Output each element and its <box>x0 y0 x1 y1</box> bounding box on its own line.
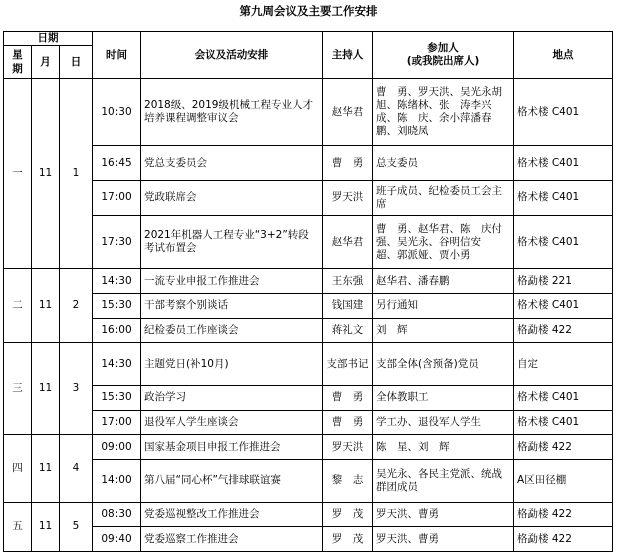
time-cell: 15:30 <box>93 294 141 319</box>
location-cell: 格术楼 C401 <box>514 79 613 146</box>
participants-cell: 班子成员、纪检委员工会主席 <box>373 180 514 215</box>
location-cell: 格勐楼 422 <box>514 318 613 343</box>
time-cell: 16:00 <box>93 318 141 343</box>
participants-cell: 吴光永、各民主党派、统战群团成员 <box>373 459 514 502</box>
host-cell: 支部书记 <box>323 343 373 386</box>
participants-cell: 赵华君、潘春鹏 <box>373 269 514 294</box>
weekday-cell: 三 <box>4 343 32 435</box>
location-cell: 格勐楼 422 <box>514 502 613 527</box>
table-row <box>4 294 613 319</box>
host-cell: 钱国建 <box>323 294 373 319</box>
header-participants-line1: 参加人 <box>427 42 459 54</box>
day-cell: 3 <box>60 343 93 435</box>
month-cell: 11 <box>32 435 60 502</box>
host-cell: 曹 勇 <box>323 146 373 180</box>
location-cell: 格勐楼 422 <box>514 435 613 460</box>
time-cell: 15:30 <box>93 386 141 411</box>
activity-cell: 一流专业申报工作推进会 <box>141 269 323 294</box>
host-cell: 赵华君 <box>323 215 373 269</box>
participants-cell: 支部全体(含预备)党员 <box>373 343 514 386</box>
time-cell: 09:00 <box>93 435 141 460</box>
activity-cell: 党总支委员会 <box>141 146 323 180</box>
header-weekday-char: 期 <box>12 63 23 75</box>
time-cell: 10:30 <box>93 79 141 146</box>
weekday-cell: 二 <box>4 269 32 343</box>
location-cell: 格勐楼 221 <box>514 269 613 294</box>
activity-cell: 党政联席会 <box>141 180 323 215</box>
activity-cell: 2018级、2019级机械工程专业人才培养课程调整审议会 <box>141 79 323 146</box>
header-participants <box>373 32 514 79</box>
table-row <box>4 318 613 343</box>
month-cell: 11 <box>32 502 60 551</box>
table-row <box>4 459 613 502</box>
participants-cell: 总支委员 <box>373 146 514 180</box>
host-cell: 曹 勇 <box>323 386 373 411</box>
header-activity: 会议及活动安排 <box>141 32 323 79</box>
location-cell: 格术楼 C401 <box>514 146 613 180</box>
table-row <box>4 343 613 386</box>
host-cell: 罗 茂 <box>323 502 373 527</box>
header-time: 时间 <box>93 32 141 79</box>
table-row <box>4 180 613 215</box>
location-cell: A区田径棚 <box>514 459 613 502</box>
participants-cell: 全体教职工 <box>373 386 514 411</box>
header-participants-line2: (或我院出席人) <box>406 55 480 67</box>
location-cell: 格勐楼 422 <box>514 527 613 552</box>
activity-cell: 退役军人学生座谈会 <box>141 410 323 435</box>
time-cell: 17:00 <box>93 410 141 435</box>
time-cell: 09:40 <box>93 527 141 552</box>
activity-cell: 党委巡视整改工作推进会 <box>141 502 323 527</box>
header-weekday <box>4 46 32 79</box>
host-cell: 黎 志 <box>323 459 373 502</box>
host-cell: 罗天洪 <box>323 180 373 215</box>
location-cell: 自定 <box>514 343 613 386</box>
time-cell: 08:30 <box>93 502 141 527</box>
weekday-cell: 四 <box>4 435 32 502</box>
month-cell: 11 <box>32 343 60 435</box>
time-cell: 17:00 <box>93 180 141 215</box>
table-row <box>4 79 613 146</box>
weekday-cell: 五 <box>4 502 32 551</box>
activity-cell: 纪检委员工作座谈会 <box>141 318 323 343</box>
host-cell: 王东强 <box>323 269 373 294</box>
schedule-table <box>3 31 613 552</box>
day-cell: 5 <box>60 502 93 551</box>
header-date-group: 日期 <box>4 32 93 46</box>
weekday-cell: 一 <box>4 79 32 269</box>
activity-cell: 第八届“同心杯”气排球联谊赛 <box>141 459 323 502</box>
time-cell: 14:30 <box>93 343 141 386</box>
participants-cell: 刘 辉 <box>373 318 514 343</box>
participants-cell: 罗天洪、曹勇 <box>373 527 514 552</box>
day-cell: 2 <box>60 269 93 343</box>
time-cell: 16:45 <box>93 146 141 180</box>
time-cell: 14:30 <box>93 269 141 294</box>
activity-cell: 国家基金项目申报工作推进会 <box>141 435 323 460</box>
host-cell: 罗天洪 <box>323 435 373 460</box>
host-cell: 曹 勇 <box>323 410 373 435</box>
month-cell: 11 <box>32 269 60 343</box>
location-cell: 格术楼 C401 <box>514 386 613 411</box>
header-weekday-char: 星 <box>12 49 23 61</box>
header-host: 主持人 <box>323 32 373 79</box>
participants-cell: 学工办、退役军人学生 <box>373 410 514 435</box>
participants-cell: 陈 星、刘 辉 <box>373 435 514 460</box>
day-cell: 1 <box>60 79 93 269</box>
host-cell: 罗 茂 <box>323 527 373 552</box>
activity-cell: 政治学习 <box>141 386 323 411</box>
activity-cell: 主题党日(补10月) <box>141 343 323 386</box>
time-cell: 17:30 <box>93 215 141 269</box>
schedule-body <box>4 79 613 552</box>
activity-cell: 党委巡察工作推进会 <box>141 527 323 552</box>
month-cell: 11 <box>32 79 60 269</box>
header-month: 月 <box>32 46 60 79</box>
participants-cell: 曹 勇、赵华君、陈 庆付 强、吴光永、谷明信安 超、郭派娅、贾小勇 <box>373 215 514 269</box>
table-row <box>4 386 613 411</box>
header-location: 地点 <box>514 32 613 79</box>
table-row <box>4 269 613 294</box>
participants-cell: 曹 勇、罗天洪、吴光永胡 旭、陈绪林、张 涛李兴成、陈 庆、余小萍潘春鹏、刘晓凤 <box>373 79 514 146</box>
location-cell: 格术楼 C401 <box>514 410 613 435</box>
host-cell: 蒋礼文 <box>323 318 373 343</box>
participants-cell: 罗天洪、曹勇 <box>373 502 514 527</box>
activity-cell: 2021年机器人工程专业“3+2”转段考试布置会 <box>141 215 323 269</box>
day-cell: 4 <box>60 435 93 502</box>
table-row <box>4 502 613 527</box>
participants-cell: 另行通知 <box>373 294 514 319</box>
host-cell: 赵华君 <box>323 79 373 146</box>
table-row <box>4 146 613 180</box>
location-cell: 格术楼 C401 <box>514 180 613 215</box>
header-day: 日 <box>60 46 93 79</box>
location-cell: 格术楼 C401 <box>514 215 613 269</box>
table-row <box>4 527 613 552</box>
table-row <box>4 215 613 269</box>
table-row <box>4 435 613 460</box>
activity-cell: 干部考察个别谈话 <box>141 294 323 319</box>
page-title: 第九周会议及主要工作安排 <box>239 4 378 18</box>
table-row <box>4 410 613 435</box>
location-cell: 格术楼 C401 <box>514 294 613 319</box>
time-cell: 14:00 <box>93 459 141 502</box>
